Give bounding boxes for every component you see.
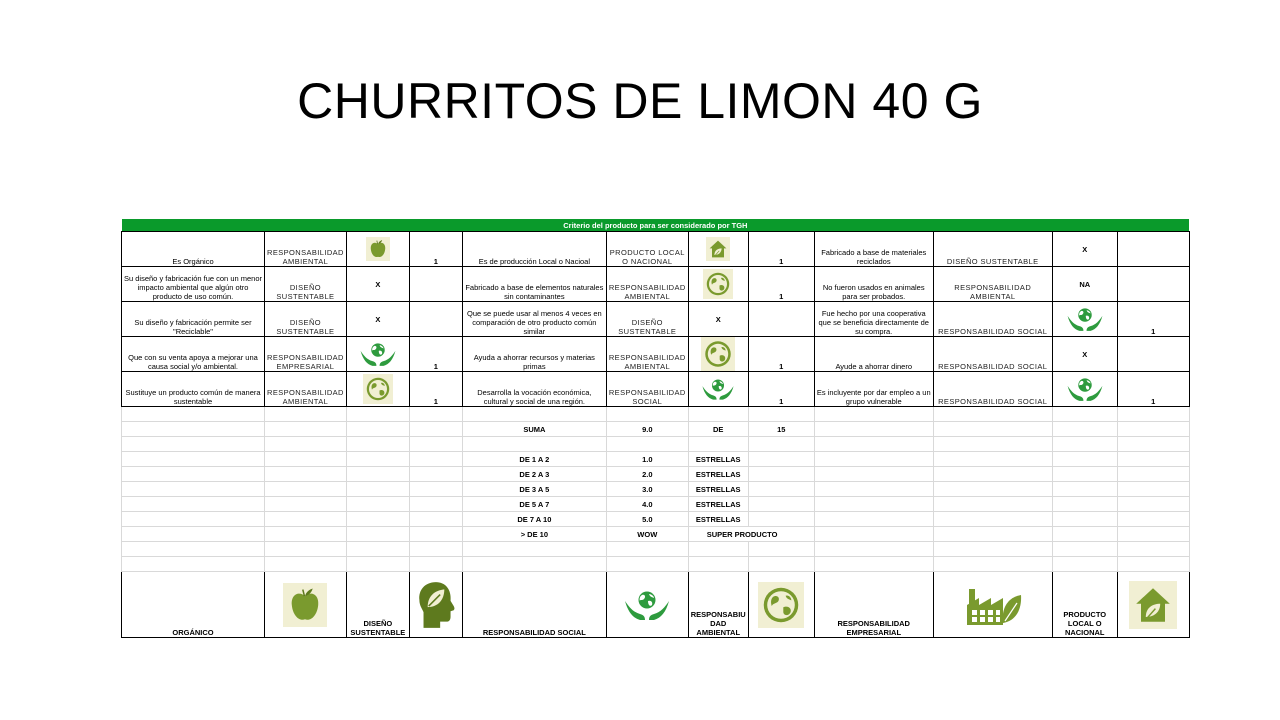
apple-icon [366,235,390,263]
criteria-row [122,302,1190,337]
category-label: DISEÑO SUSTENTABLE [265,302,347,337]
grid-cell: > DE 10 [462,527,606,542]
score: 1 [748,372,814,407]
grid-cell: DE 2 A 3 [462,467,606,482]
legend-row [122,572,1190,638]
globe-icon [361,374,395,404]
hands-globe-icon [623,587,671,623]
category-label: RESPONSABILIDAD SOCIAL [933,337,1052,372]
icon-cell [265,572,347,638]
category-label: RESPONSABILIDAD AMBIENTAL [606,267,688,302]
criterion-text: Es incluyente por dar empleo a un grupo vulnerable [814,372,933,407]
grid-cell: SUMA [462,422,606,437]
grid-row [122,407,1190,422]
grid-row [122,512,1190,527]
grid-cell: DE 7 A 10 [462,512,606,527]
category-label: RESPONSABILIDAD SOCIAL [933,372,1052,407]
icon-cell [933,572,1052,638]
mark: X [346,302,409,337]
legend-empresarial: RESPONSABILIDAD EMPRESARIAL [814,572,933,638]
criteria-row [122,337,1190,372]
icon-cell [606,572,688,638]
criterion-text: Sustituye un producto común de manera sustentable [122,372,265,407]
mark: X [1052,337,1117,372]
score: 1 [409,337,462,372]
criterion-text: Fabricado a base de elementos naturales sin contaminantes [462,267,606,302]
criterion-text: Ayuda a ahorrar recursos y materias primas [462,337,606,372]
criteria-row [122,372,1190,407]
category-label: RESPONSABILIDAD AMBIENTAL [265,372,347,407]
score: 1 [409,372,462,407]
mark: X [688,302,748,337]
score: 1 [409,232,462,267]
icon-cell [409,572,462,638]
grid-cell: ESTRELLAS [688,497,748,512]
category-label: DISEÑO SUSTENTABLE [606,302,688,337]
house-leaf-icon [706,235,730,263]
globe-icon [758,582,804,628]
icon-cell [346,372,409,407]
icon-cell [688,267,748,302]
legend-organico: ORGÁNICO [122,572,265,638]
grid-row [122,482,1190,497]
icon-cell [688,232,748,267]
score: 1 [1117,302,1189,337]
score: 1 [1117,372,1189,407]
grid-row [122,467,1190,482]
grid-cell: DE 3 A 5 [462,482,606,497]
legend-local: PRODUCTO LOCAL O NACIONAL [1052,572,1117,638]
grid-row [122,437,1190,452]
page-title: CHURRITOS DE LIMON 40 G [297,73,983,129]
criterion-text: Que se puede usar al menos 4 veces en comparación de otro producto común similar [462,302,606,337]
icon-cell [1052,302,1117,337]
criterion-text: No fueron usados en animales para ser probados. [814,267,933,302]
criterion-text: Ayude a ahorrar dinero [814,337,933,372]
score [1117,337,1189,372]
score: 1 [748,232,814,267]
criterion-text: Su diseño y fabricación permite ser "Reciclable" [122,302,265,337]
hands-globe-icon [1066,374,1104,404]
globe-icon [703,269,733,299]
grid-cell: SUPER PRODUCTO [688,527,814,542]
grid-cell: 5.0 [606,512,688,527]
grid-cell: ESTRELLAS [688,452,748,467]
house-leaf-icon [1129,581,1177,629]
criteria-row [122,267,1190,302]
hands-globe-icon [1066,304,1104,334]
score [409,267,462,302]
icon-cell [748,572,814,638]
criteria-header: Criterio del producto para ser considerado por TGH [122,219,1190,232]
head-leaf-icon [414,579,458,631]
legend-ambiental: RESPONSABIU DAD AMBIENTAL [688,572,748,638]
score [1117,232,1189,267]
category-label: DISEÑO SUSTENTABLE [933,232,1052,267]
category-label: RESPONSABILIDAD SOCIAL [933,302,1052,337]
factory-leaf-icon [963,583,1023,627]
score [409,302,462,337]
mark: X [346,267,409,302]
criteria-header-row [122,219,1190,232]
grid-cell: 9.0 [606,422,688,437]
category-label: RESPONSABILIDAD SOCIAL [606,372,688,407]
criterion-text: Desarrolla la vocación económica, cultural y social de una región. [462,372,606,407]
grid-cell: 3.0 [606,482,688,497]
grid-cell: 2.0 [606,467,688,482]
category-label: DISEÑO SUSTENTABLE [265,267,347,302]
criteria-row [122,232,1190,267]
criterion-text: Fabricado a base de materiales reciclados [814,232,933,267]
grid-cell: 4.0 [606,497,688,512]
score [748,302,814,337]
score [1117,267,1189,302]
icon-cell [1117,572,1189,638]
hands-globe-icon [701,374,735,404]
globe-icon [699,337,737,371]
criterion-text: Fue hecho por una cooperativa que se beneficia directamente de su compra. [814,302,933,337]
grid-row [122,452,1190,467]
criterion-text: Es de producción Local o Nacioal [462,232,606,267]
grid-cell: 15 [748,422,814,437]
category-label: RESPONSABILIDAD AMBIENTAL [606,337,688,372]
criterion-text: Que con su venta apoya a mejorar una causa social y/o ambiental. [122,337,265,372]
hands-globe-icon [359,337,397,371]
category-label: PRODUCTO LOCAL O NACIONAL [606,232,688,267]
criterion-text: Es Orgánico [122,232,265,267]
legend-diseno: DISEÑO SUSTENTABLE [346,572,409,638]
icon-cell [346,232,409,267]
grid-cell: DE 5 A 7 [462,497,606,512]
legend-social: RESPONSABILIDAD SOCIAL [462,572,606,638]
icon-cell [688,337,748,372]
grid-row [122,422,1190,437]
score: 1 [748,337,814,372]
apple-icon [283,578,327,632]
category-label: RESPONSABILIDAD AMBIENTAL [265,232,347,267]
grid-row [122,557,1190,572]
mark: NA [1052,267,1117,302]
category-label: RESPONSABILIDAD AMBIENTAL [933,267,1052,302]
category-label: RESPONSABILIDAD EMPRESARIAL [265,337,347,372]
grid-cell: ESTRELLAS [688,467,748,482]
icon-cell [688,372,748,407]
mark: X [1052,232,1117,267]
grid-cell: DE [688,422,748,437]
grid-cell: ESTRELLAS [688,482,748,497]
icon-cell [346,337,409,372]
criterion-text: Su diseño y fabricación fue con un menor impacto ambiental que algún otro producto de uso común. [122,267,265,302]
grid-row [122,542,1190,557]
icon-cell [1052,372,1117,407]
grid-cell: ESTRELLAS [688,512,748,527]
grid-cell: 1.0 [606,452,688,467]
grid-row [122,527,1190,542]
grid-row [122,497,1190,512]
criteria-table [121,219,1190,638]
grid-cell: WOW [606,527,688,542]
score: 1 [748,267,814,302]
grid-cell: DE 1 A 2 [462,452,606,467]
